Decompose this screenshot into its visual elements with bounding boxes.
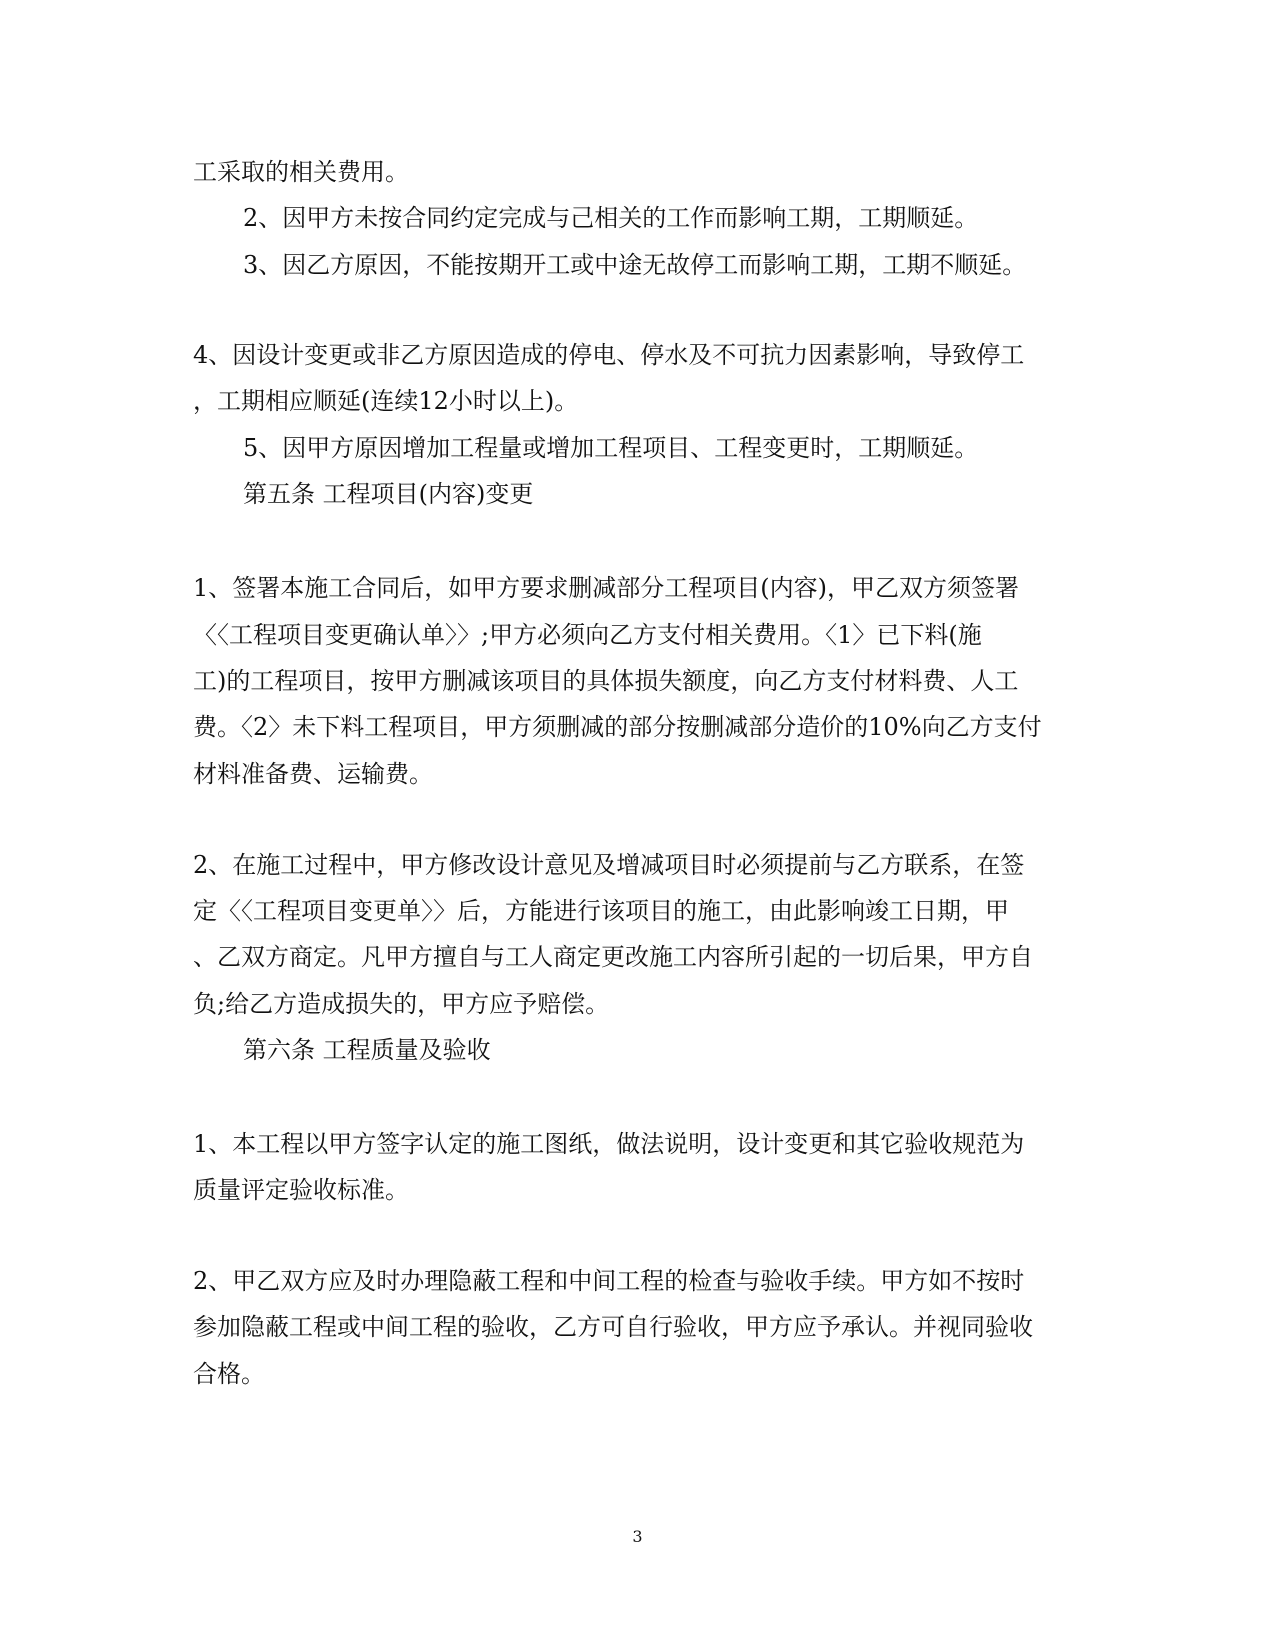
- text-line: 参加隐蔽工程或中间工程的验收，乙方可自行验收，甲方应予承认。并视同验收: [193, 1313, 1033, 1341]
- text-line: 工采取的相关费用。: [193, 158, 409, 186]
- text-line: 材料准备费、运输费。: [193, 760, 433, 788]
- section-heading: 第五条 工程项目(内容)变更: [243, 480, 534, 508]
- section-heading: 第六条 工程质量及验收: [243, 1036, 491, 1064]
- text-line: 2、甲乙双方应及时办理隐蔽工程和中间工程的检查与验收手续。甲方如不按时: [193, 1267, 1025, 1295]
- text-line: 质量评定验收标准。: [193, 1176, 409, 1204]
- text-line: 工)的工程项目，按甲方删减该项目的具体损失额度，向乙方支付材料费、人工: [193, 667, 1019, 695]
- text-line: 3、因乙方原因，不能按期开工或中途无故停工而影响工期，工期不顺延。: [243, 251, 1027, 279]
- text-line: 合格。: [193, 1360, 265, 1388]
- text-line: 费。〈2〉未下料工程项目，甲方须删减的部分按删减部分造价的10%向乙方支付: [193, 713, 1042, 741]
- text-line: ，工期相应顺延(连续12小时以上)。: [193, 387, 579, 415]
- text-line: 1、本工程以甲方签字认定的施工图纸，做法说明，设计变更和其它验收规范为: [193, 1130, 1025, 1158]
- text-line: 2、因甲方未按合同约定完成与己相关的工作而影响工期，工期顺延。: [243, 204, 979, 232]
- text-line: 1、签署本施工合同后，如甲方要求删减部分工程项目(内容)，甲乙双方须签署: [193, 574, 1019, 602]
- text-line: 定〈〈工程项目变更单〉〉后，方能进行该项目的施工，由此影响竣工日期，甲: [193, 897, 1009, 925]
- text-line: 负;给乙方造成损失的，甲方应予赔偿。: [193, 990, 610, 1018]
- text-line: 〈〈工程项目变更确认单〉〉;甲方必须向乙方支付相关费用。〈1〉已下料(施: [193, 621, 982, 649]
- text-line: 5、因甲方原因增加工程量或增加工程项目、工程变更时，工期顺延。: [243, 434, 979, 462]
- text-line: 4、因设计变更或非乙方原因造成的停电、停水及不可抗力因素影响，导致停工: [193, 341, 1025, 369]
- page-number: 3: [632, 1527, 643, 1546]
- text-line: 2、在施工过程中，甲方修改设计意见及增减项目时必须提前与乙方联系，在签: [193, 851, 1025, 879]
- text-line: 、乙双方商定。凡甲方擅自与工人商定更改施工内容所引起的一切后果，甲方自: [193, 943, 1033, 971]
